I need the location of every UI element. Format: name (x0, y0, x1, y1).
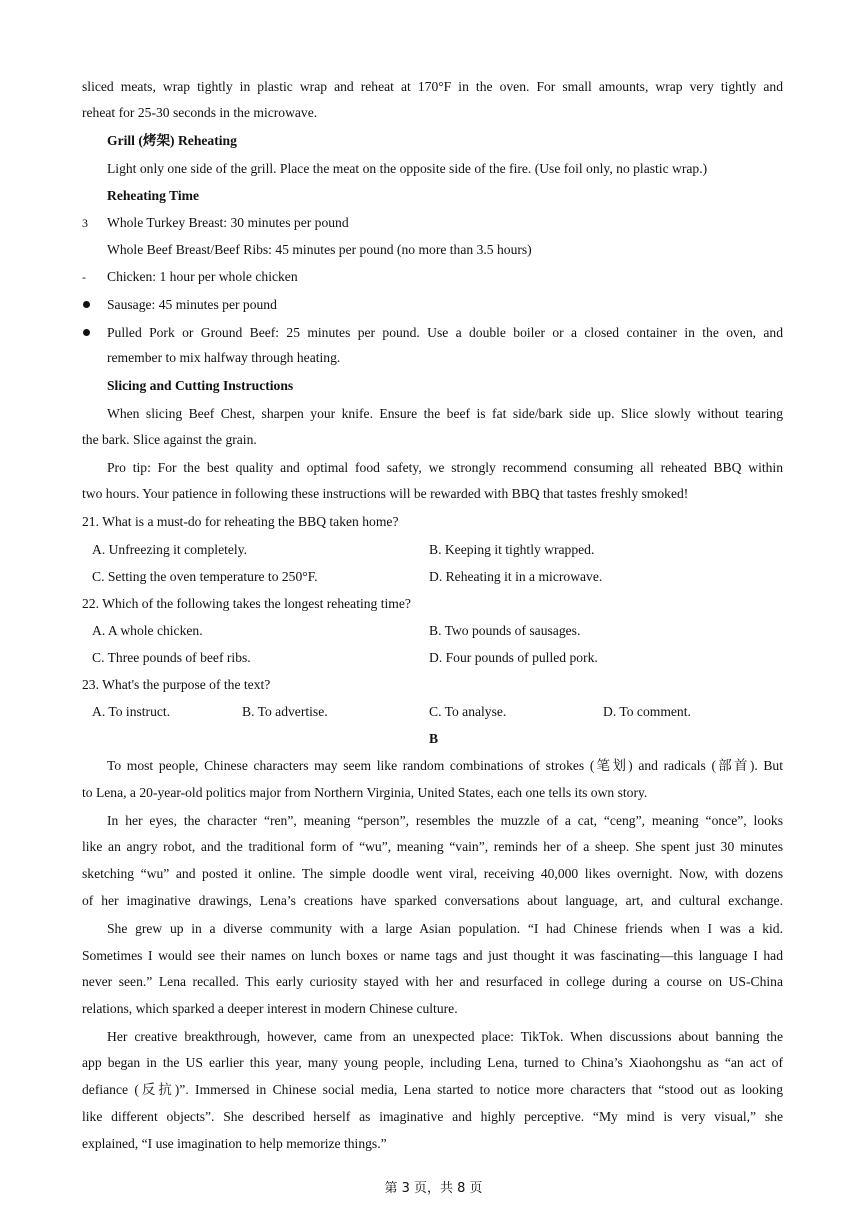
answer-option: A. To instruct. (92, 704, 171, 719)
passage-line: explained, “I use imagination to help memorize things.” (82, 1136, 387, 1151)
section-heading-slicing: Slicing and Cutting Instructions (107, 378, 294, 393)
passage-line: In her eyes, the character “ren”, meaning “person”, resembles the muzzle of a cat, “ceng”, meaning “once”, looks (107, 813, 783, 828)
question-stem: 21. What is a must-do for reheating the BBQ taken home? (82, 514, 399, 529)
passage-line: never seen.” Lena recalled. This early curiosity stayed with her and resurfaced in college during a course on US-China (82, 974, 783, 989)
passage-line: sketching “wu” and posted it online. The simple doodle went viral, receiving 40,000 likes overnight. Now, with dozens (82, 866, 783, 881)
passage-line: like an angry robot, and the traditional form of “wu”, meaning “vain”, reminds her of a sheep. She spent just 30 minutes (82, 839, 783, 854)
answer-option: A. A whole chicken. (92, 623, 203, 638)
text-line: the bark. Slice against the grain. (82, 432, 257, 447)
text-line: Pro tip: For the best quality and optimal food safety, we strongly recommend consuming all reheated BBQ within (107, 460, 783, 475)
reheating-time-item: Sausage: 45 minutes per pound (107, 297, 277, 312)
answer-option: A. Unfreezing it completely. (92, 542, 248, 557)
passage-line: defiance (反抗)”. Immersed in Chinese social media, Lena started to notice more characters that “stood out as looking (82, 1082, 783, 1097)
bullet-dot-icon (83, 301, 90, 308)
question-stem: 22. Which of the following takes the longest reheating time? (82, 596, 411, 611)
text-line: Light only one side of the grill. Place the meat on the opposite side of the fire. (Use foil only, no plastic wrap.) (107, 161, 708, 176)
answer-option: D. Reheating it in a microwave. (429, 569, 603, 584)
passage-line: relations, which sparked a deeper interest in modern Chinese culture. (82, 1001, 458, 1016)
section-label: B (428, 731, 439, 746)
text-line: When slicing Beef Chest, sharpen your knife. Ensure the beef is fat side/bark side up. Slice slowly without tearing (107, 406, 783, 421)
reheating-time-item: Pulled Pork or Ground Beef: 25 minutes per pound. Use a double boiler or a closed container in the oven, and (107, 325, 783, 340)
passage-line: app began in the US earlier this year, many young people, including Lena, turned to China’s Xiaohongshu as “an act of (82, 1055, 783, 1070)
answer-option: C. To analyse. (429, 704, 507, 719)
page-number: 第 3 页，共 8 页 (384, 1181, 483, 1196)
bullet-dot-icon (83, 329, 90, 336)
text-line: reheat for 25-30 seconds in the microwave. (82, 105, 318, 120)
passage-line: like different objects”. She described herself as imaginative and highly perceptive. “My mind is very visual,” she (82, 1109, 783, 1124)
text-line: sliced meats, wrap tightly in plastic wrap and reheat at 170°F in the oven. For small amounts, wrap very tightly and (82, 79, 783, 94)
reheating-time-item: Whole Beef Breast/Beef Ribs: 45 minutes per pound (no more than 3.5 hours) (107, 242, 532, 257)
answer-option: D. To comment. (603, 704, 691, 719)
section-heading-grill: Grill (烤架) Reheating (107, 133, 237, 148)
passage-line: She grew up in a diverse community with a large Asian population. “I had Chinese friends when I was a kid. (107, 921, 783, 936)
passage-line: of her imaginative drawings, Lena’s creations have sparked conversations about language, art, and cultural exchange. (82, 893, 783, 908)
section-heading-reheating-time: Reheating Time (107, 188, 200, 203)
answer-option: C. Three pounds of beef ribs. (92, 650, 251, 665)
text-line: two hours. Your patience in following these instructions will be rewarded with BBQ that tastes freshly smoked! (82, 486, 689, 501)
answer-option: B. Two pounds of sausages. (429, 623, 581, 638)
answer-option: D. Four pounds of pulled pork. (429, 650, 598, 665)
bullet-mark: 3 (82, 216, 88, 230)
reheating-time-item: Whole Turkey Breast: 30 minutes per pound (107, 215, 349, 230)
passage-line: to Lena, a 20-year-old politics major from Northern Virginia, United States, each one tells its own story. (82, 785, 648, 800)
answer-option: B. Keeping it tightly wrapped. (429, 542, 595, 557)
bullet-mark: - (82, 270, 86, 284)
passage-line: To most people, Chinese characters may seem like random combinations of strokes (笔划) and radicals (部首). But (107, 758, 783, 773)
reheating-time-item: Chicken: 1 hour per whole chicken (107, 269, 298, 284)
question-stem: 23. What's the purpose of the text? (82, 677, 271, 692)
answer-option: B. To advertise. (242, 704, 328, 719)
reheating-time-item: remember to mix halfway through heating. (107, 350, 341, 365)
answer-option: C. Setting the oven temperature to 250°F. (92, 569, 318, 584)
passage-line: Sometimes I would see their names on lunch boxes or name tags and just thought it was fascinating—this language I had (82, 948, 783, 963)
passage-line: Her creative breakthrough, however, came from an unexpected place: TikTok. When discussions about banning the (107, 1029, 783, 1044)
